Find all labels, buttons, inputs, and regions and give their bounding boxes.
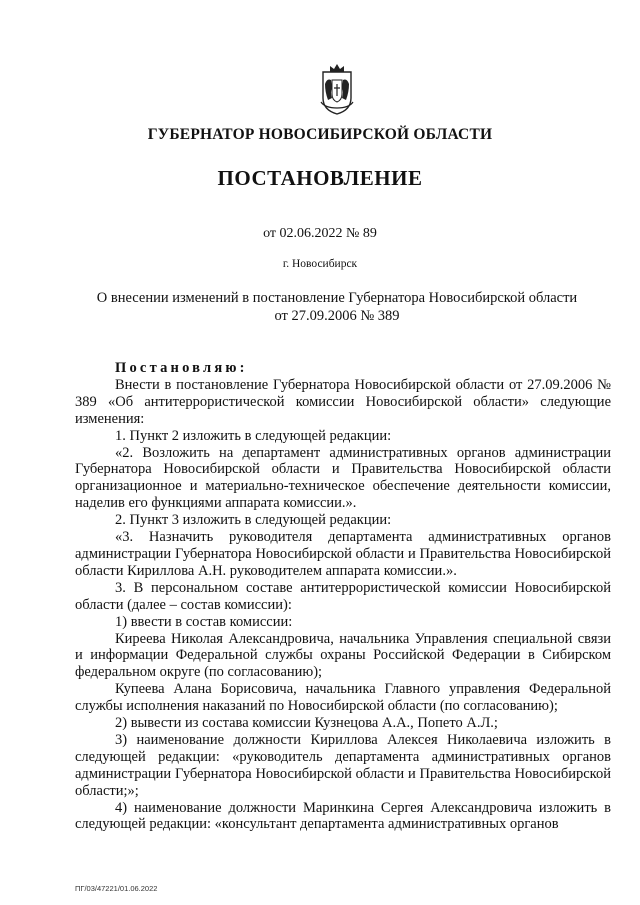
body-paragraph: Купеева Алана Борисовича, начальника Главного управления Федеральной службы исполнения наказаний по Новосибирской области (по согласованию);: [75, 681, 611, 715]
document-subject: [70, 289, 604, 325]
document-body: [75, 360, 611, 833]
document-type: ПОСТАНОВЛЕНИЕ: [217, 166, 423, 190]
body-paragraph: 2. Пункт 3 изложить в следующей редакции:: [115, 512, 392, 529]
decree-word: Постановляю:: [115, 360, 248, 376]
body-paragraph: 2) вывести из состава комиссии Кузнецова А.А., Попето А.Л.;: [115, 715, 498, 732]
body-paragraph: «2. Возложить на департамент административных органов администрации Губернатора Новосибирской области и Правительства Новосибирской области организационное и материально-техническое обеспечение деятельности комиссии, наделив его функциями аппарата комиссии.».: [75, 444, 611, 512]
body-paragraph: 3) наименование должности Кириллова Алексея Николаевича изложить в следующей редакции: «руководитель департамента административных органов администрации Губернатора Новосибирской области и Правительства Новосибирской области;»;: [75, 731, 611, 799]
authority-title: ГУБЕРНАТОР НОВОСИБИРСКОЙ ОБЛАСТИ: [147, 126, 493, 143]
document-date-number: от 02.06.2022 № 89: [263, 226, 377, 241]
body-paragraph: 1) ввести в состав комиссии:: [115, 613, 293, 630]
body-paragraph: Внести в постановление Губернатора Новосибирской области от 27.09.2006 № 389 «Об антитеррористической комиссии Новосибирской области» следующие изменения:: [75, 376, 611, 427]
body-paragraph: 3. В персональном составе антитеррористической комиссии Новосибирской области (далее – состав комиссии):: [75, 579, 611, 613]
body-paragraph: 4) наименование должности Маринкина Сергея Александровича изложить в следующей редакции: «консультант департамента административных органов: [75, 799, 611, 833]
subject-line-1: О внесении изменений в постановление Губернатора Новосибирской области: [96, 290, 578, 306]
coat-of-arms-icon: [315, 62, 359, 116]
body-paragraph: «3. Назначить руководителя департамента административных органов администрации Губернатора Новосибирской области и Правительства Новосибирской области Кириллова А.Н. руководителем аппарата комиссии.».: [75, 529, 611, 579]
body-paragraph: Киреева Николая Александровича, начальника Управления специальной связи и информации Федеральной службы охраны Российской Федерации в Сибирском федеральном округе (по согласованию);: [75, 630, 611, 681]
footer-document-code: ПГ/03/47221/01.06.2022: [75, 884, 158, 893]
document-city: г. Новосибирск: [282, 258, 358, 270]
body-paragraph: 1. Пункт 2 изложить в следующей редакции:: [115, 427, 392, 444]
subject-line-2: от 27.09.2006 № 389: [274, 308, 400, 324]
